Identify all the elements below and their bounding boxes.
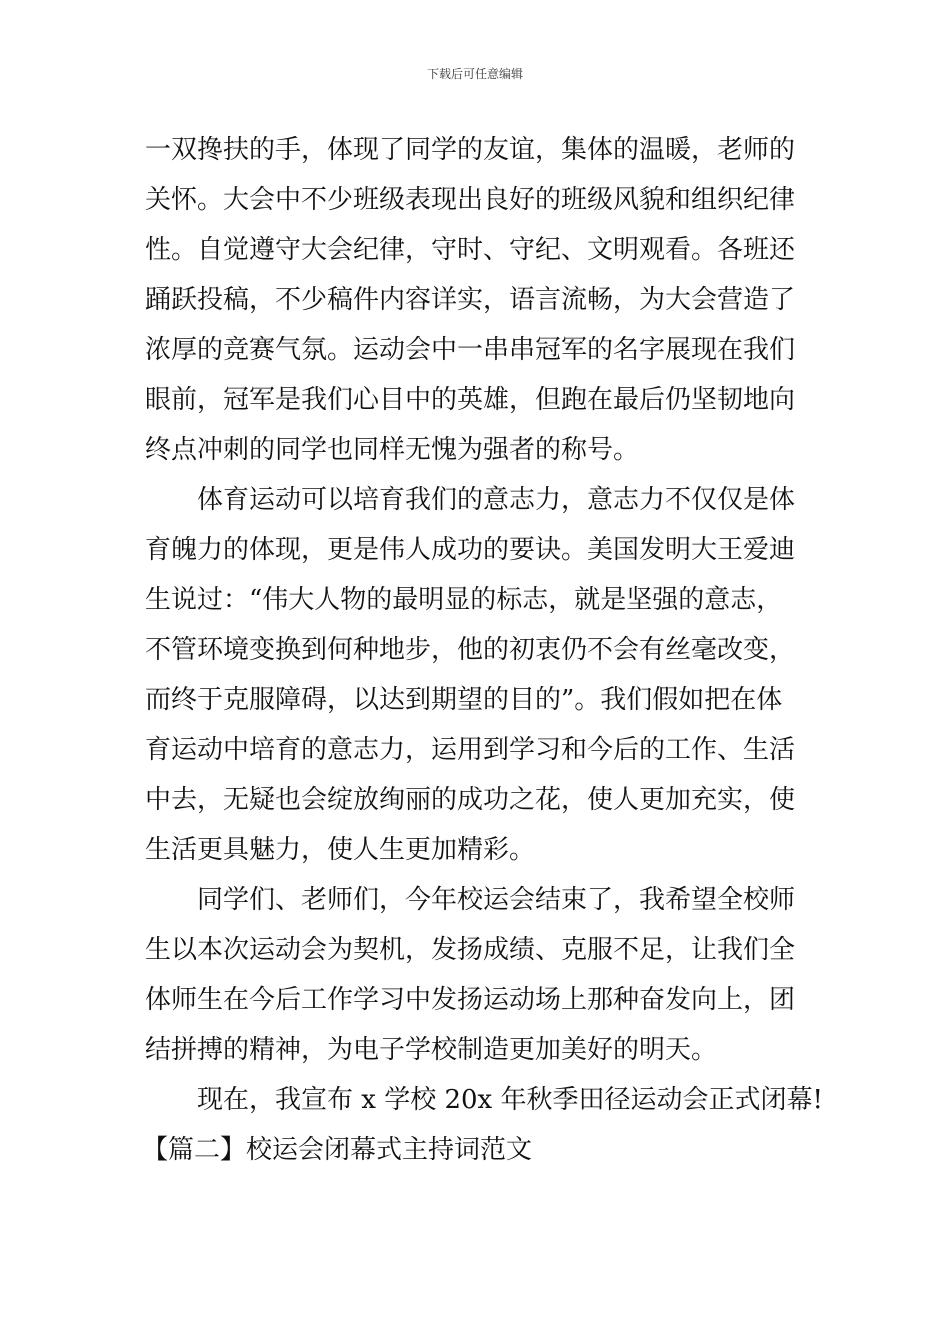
text-line: 现在，我宣布 x 学校 20x 年秋季田径运动会正式闭幕! <box>197 1085 823 1115</box>
document-body <box>142 125 823 1175</box>
text-line: 一双搀扶的手，体现了同学的友谊，集体的温暖，老师的 <box>145 135 796 165</box>
text-line: 育运动中培育的意志力，运用到学习和今后的工作、生活 <box>145 735 796 765</box>
paragraph <box>145 1075 823 1125</box>
text-line: 同学们、老师们，今年校运会结束了，我希望全校师 <box>197 885 796 915</box>
text-line: 生说过：“伟大人物的最明显的标志，就是坚强的意志， <box>145 585 783 615</box>
section-heading: 【篇二】校运会闭幕式主持词范文 <box>142 1135 533 1165</box>
paragraph <box>145 875 815 1075</box>
text-line: 体育运动可以培育我们的意志力，意志力不仅仅是体 <box>197 485 796 515</box>
text-line: 关怀。大会中不少班级表现出良好的班级风貌和组织纪律 <box>145 185 796 215</box>
text-line: 生以本次运动会为契机，发扬成绩、克服不足，让我们全 <box>145 935 796 965</box>
paragraph <box>145 475 815 875</box>
text-line: 生活更具魅力，使人生更加精彩。 <box>145 835 536 865</box>
text-line: 而终于克服障碍，以达到期望的目的”。我们假如把在体 <box>145 685 783 715</box>
text-line: 不管环境变换到何种地步，他的初衷仍不会有丝毫改变， <box>145 635 796 665</box>
text-line: 踊跃投稿，不少稿件内容详实，语言流畅，为大会营造了 <box>145 285 796 315</box>
text-line: 结拼搏的精神，为电子学校制造更加美好的明天。 <box>145 1035 718 1065</box>
text-line: 终点冲刺的同学也同样无愧为强者的称号。 <box>145 435 640 465</box>
text-line: 性。自觉遵守大会纪律，守时、守纪、文明观看。各班还 <box>145 235 796 265</box>
text-line: 育魄力的体现，更是伟人成功的要诀。美国发明大王爱迪 <box>145 535 796 565</box>
page-header: 下载后可任意编辑 <box>426 67 523 81</box>
text-line: 中去，无疑也会绽放绚丽的成功之花，使人更加充实，使 <box>145 785 796 815</box>
text-line: 浓厚的竞赛气氛。运动会中一串串冠军的名字展现在我们 <box>145 335 796 365</box>
paragraph <box>145 125 815 475</box>
text-line: 眼前，冠军是我们心目中的英雄，但跑在最后仍坚韧地向 <box>145 385 796 415</box>
text-line: 体师生在今后工作学习中发扬运动场上那种奋发向上，团 <box>145 985 796 1015</box>
